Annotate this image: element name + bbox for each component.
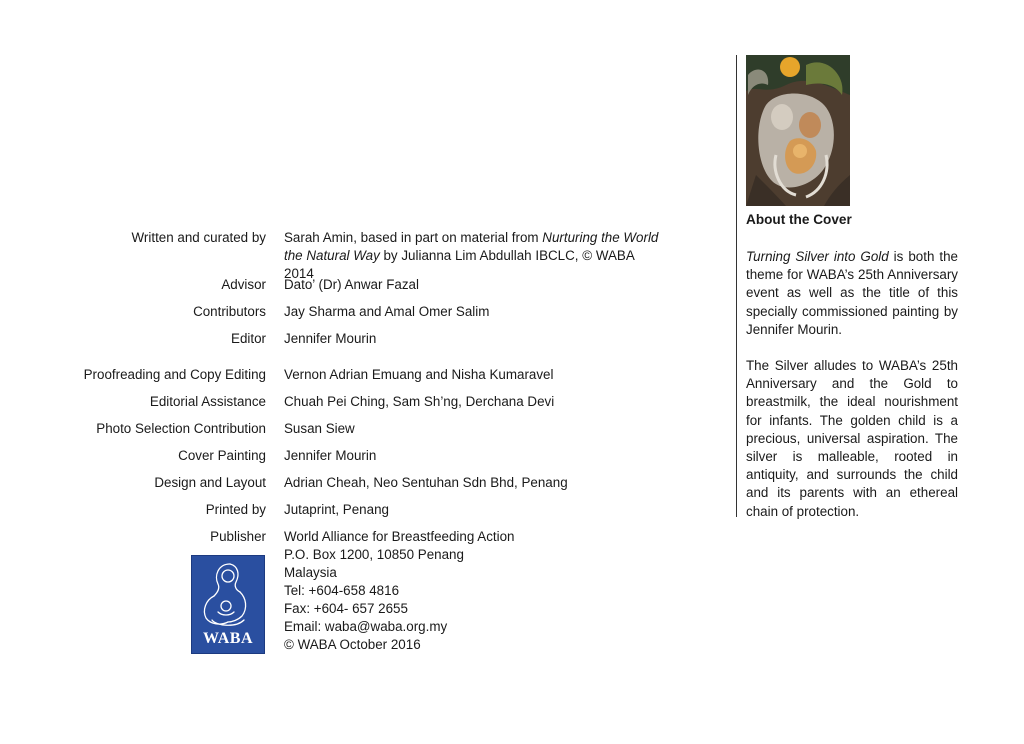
address-line: Email: waba@waba.org.my — [284, 619, 448, 634]
credit-value: Adrian Cheah, Neo Sentuhan Sdn Bhd, Penang — [284, 475, 568, 490]
credit-value: Chuah Pei Ching, Sam Sh’ng, Derchana Devi — [284, 394, 555, 409]
credit-value: Jutaprint, Penang — [284, 502, 389, 517]
logo-text: WABA — [202, 630, 253, 647]
waba-logo — [191, 555, 265, 654]
column-divider — [736, 55, 737, 517]
address-line: © WABA October 2016 — [284, 637, 421, 652]
credit-label: Publisher — [210, 529, 266, 544]
about-cover-title: About the Cover — [746, 212, 852, 227]
credit-value: Vernon Adrian Emuang and Nisha Kumaravel — [284, 367, 554, 382]
credit-label: Printed by — [205, 502, 266, 517]
credit-value: Jennifer Mourin — [284, 448, 377, 463]
credit-value: Dato’ (Dr) Anwar Fazal — [284, 277, 419, 292]
about-paragraph-1: Turning Silver into Gold is both the theme for WABA’s 25th Anniversary event as well as the title of this specially commissioned painting by Jennifer Mourin. — [746, 249, 958, 337]
credit-value: Jay Sharma and Amal Omer Salim — [284, 304, 490, 319]
address-line: Malaysia — [284, 565, 337, 580]
address-line: Fax: +604- 657 2655 — [284, 601, 408, 616]
credit-value: Susan Siew — [284, 421, 355, 436]
address-line: P.O. Box 1200, 10850 Penang — [284, 547, 464, 562]
credit-label: Editor — [231, 331, 266, 346]
credit-label: Contributors — [193, 304, 266, 319]
credit-label: Written and curated by — [131, 230, 266, 245]
credit-label: Proofreading and Copy Editing — [83, 367, 266, 382]
credit-value: Jennifer Mourin — [284, 331, 377, 346]
publisher-address — [284, 528, 664, 654]
credit-label: Cover Painting — [178, 448, 266, 463]
about-paragraph-2: The Silver alludes to WABA’s 25th Anniversary and the Gold to breastmilk, the ideal nourishment for infants. The golden child is a precious, universal aspiration. The silver is malleable, rooted in antiquity, and surrounds the child and its parents with an ethereal chain of protection. — [746, 358, 958, 519]
address-line: Tel: +604-658 4816 — [284, 583, 400, 598]
credit-label: Editorial Assistance — [149, 394, 266, 409]
credit-value: Sarah Amin, based in part on material from Nurturing the World the Natural Way by Julianna Lim Abdullah IBCLC, © WABA 2014 — [284, 230, 659, 281]
address-line: World Alliance for Breastfeeding Action — [284, 529, 515, 544]
credit-label: Advisor — [221, 277, 266, 292]
credit-label: Design and Layout — [154, 475, 266, 490]
credit-label: Photo Selection Contribution — [96, 421, 266, 436]
cover-painting-image — [746, 55, 850, 206]
